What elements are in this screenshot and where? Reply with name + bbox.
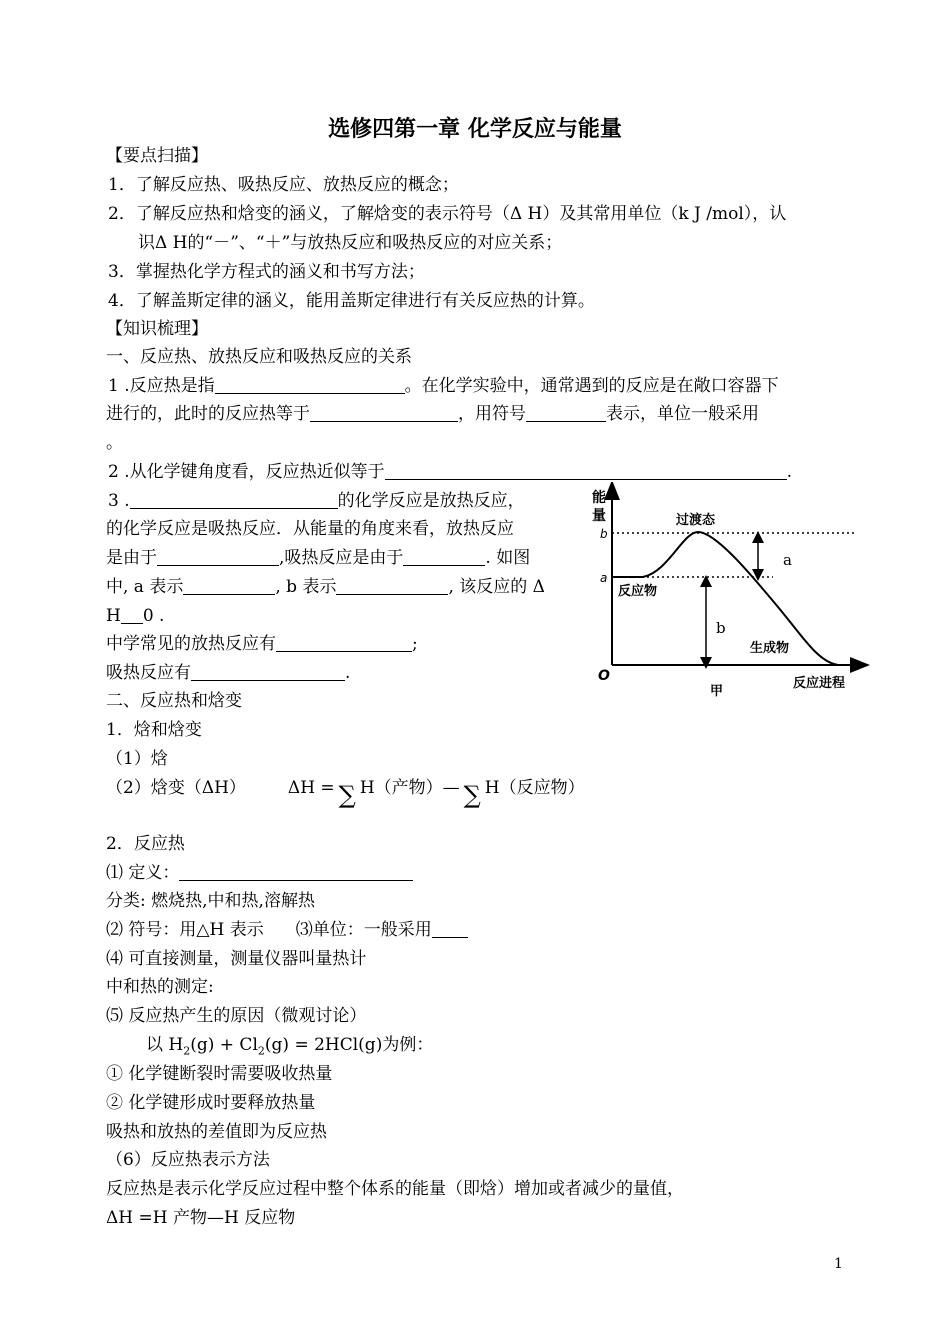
x-label: 反应进程 bbox=[793, 676, 846, 691]
example-equation: 以 $H_2(g) + Cl_2(g) = 2HCl(g)$为例： bbox=[146, 1035, 434, 1058]
p2-heading-2: 2．反应热 bbox=[106, 834, 185, 854]
point-2-cont: 识Δ H的“－”、“＋”与放热反应和吸热反应的对应关系； bbox=[138, 233, 563, 253]
arrow-b-label: b bbox=[716, 619, 726, 637]
cause: ⑸ 反应热产生的原因（微观讨论） bbox=[106, 1006, 367, 1026]
definition: ⑴ 定义： bbox=[106, 862, 413, 884]
q3-line5: H 0 . bbox=[106, 606, 165, 626]
product-label: 生成物 bbox=[750, 641, 790, 656]
a-tick: a bbox=[600, 571, 608, 585]
p2-heading-1: 1．焓和焓变 bbox=[106, 720, 202, 740]
q3-line3: 是由于 ,吸热反应是由于 . 如图 bbox=[106, 548, 531, 568]
blank[interactable] bbox=[157, 549, 279, 566]
symbol-unit: ⑵ 符号：用△H 表示 ⑶单位：一般采用 bbox=[106, 919, 468, 941]
q3-line2: 的化学反应是吸热反应．从能量的角度来看，放热反应 bbox=[106, 519, 514, 539]
p2-enthalpy-change: （2）焓变（ΔH） ΔH = ∑ H（产物）— ∑ H（反应物） bbox=[106, 778, 585, 809]
arrow-a-label: a bbox=[783, 551, 792, 569]
p6-text: 反应热是表示化学反应过程中整个体系的能量（即焓）增加或者减少的量值， bbox=[106, 1179, 684, 1199]
q3-line4: 中, a 表示 , b 表示 , 该反应的 Δ bbox=[106, 577, 545, 597]
cause-2: ② 化学键形成时要释放热量 bbox=[106, 1093, 316, 1113]
blank[interactable] bbox=[432, 921, 468, 938]
point-4: 4．了解盖斯定律的涵义，能用盖斯定律进行有关反应热的计算。 bbox=[108, 291, 595, 311]
q2: 2 .从化学键角度看，反应热近似等于 . bbox=[108, 462, 793, 482]
endothermic-examples: 吸热反应有 . bbox=[106, 663, 351, 683]
y-label-1: 能 bbox=[592, 490, 606, 506]
blank[interactable] bbox=[526, 405, 606, 422]
q3-line1: 3 . 的化学反应是放热反应， bbox=[108, 491, 525, 511]
energy-diagram bbox=[588, 482, 870, 702]
point-1: 1．了解反应热、吸热反应、放热反应的概念； bbox=[108, 175, 459, 195]
caption-label: 甲 bbox=[710, 684, 724, 699]
blank[interactable] bbox=[403, 549, 485, 566]
blank[interactable] bbox=[191, 664, 345, 681]
p6-formula: ΔH =H 产物—H 反应物 bbox=[106, 1208, 296, 1228]
measurement: ⑷ 可直接测量，测量仪器叫量热计 bbox=[106, 949, 367, 969]
blank[interactable] bbox=[183, 578, 275, 595]
section-heading-points: 【要点扫描】 bbox=[106, 146, 208, 166]
neutralization: 中和热的测定: bbox=[106, 977, 214, 997]
point-3: 3．掌握热化学方程式的涵义和书写方法； bbox=[108, 262, 425, 282]
section-heading-knowledge: 【知识梳理】 bbox=[106, 319, 208, 339]
blank[interactable] bbox=[179, 864, 413, 881]
p6-heading: （6）反应热表示方法 bbox=[106, 1150, 270, 1170]
blank[interactable] bbox=[121, 607, 143, 624]
exothermic-examples: 中学常见的放热反应有 ; bbox=[106, 634, 418, 654]
q1-line1: 1 .反应热是指 。在化学实验中，通常遇到的反应是在敞口容器下 bbox=[108, 376, 779, 396]
blank[interactable] bbox=[276, 635, 412, 652]
classification: 分类: 燃烧热,中和热,溶解热 bbox=[106, 891, 315, 911]
transition-label: 过渡态 bbox=[676, 513, 716, 528]
blank[interactable] bbox=[385, 463, 787, 480]
q1-line2: 进行的，此时的反应热等于 ，用符号 表示，单位一般采用 bbox=[106, 404, 759, 424]
y-label-2: 量 bbox=[592, 508, 606, 524]
cause-3: 吸热和放热的差值即为反应热 bbox=[106, 1122, 327, 1142]
reactant-label: 反应物 bbox=[618, 584, 658, 599]
p2-enthalpy: （1）焓 bbox=[106, 749, 168, 769]
page-title: 选修四第一章 化学反应与能量 bbox=[328, 117, 622, 142]
cause-1: ① 化学键断裂时需要吸收热量 bbox=[106, 1064, 333, 1084]
blank[interactable] bbox=[310, 405, 458, 422]
origin-label: O bbox=[598, 668, 610, 684]
blank[interactable] bbox=[215, 377, 405, 394]
part1-title: 一、反应热、放热反应和吸热反应的关系 bbox=[106, 347, 412, 367]
q1-line3: 。 bbox=[106, 433, 123, 453]
blank[interactable] bbox=[130, 492, 338, 509]
point-2: 2．了解反应热和焓变的涵义，了解焓变的表示符号（Δ H）及其常用单位（k J /mol），认 bbox=[108, 204, 787, 224]
blank[interactable] bbox=[336, 578, 448, 595]
part2-title: 二、反应热和焓变 bbox=[106, 691, 242, 711]
b-tick: b bbox=[600, 527, 608, 541]
page-number: 1 bbox=[834, 1256, 843, 1272]
